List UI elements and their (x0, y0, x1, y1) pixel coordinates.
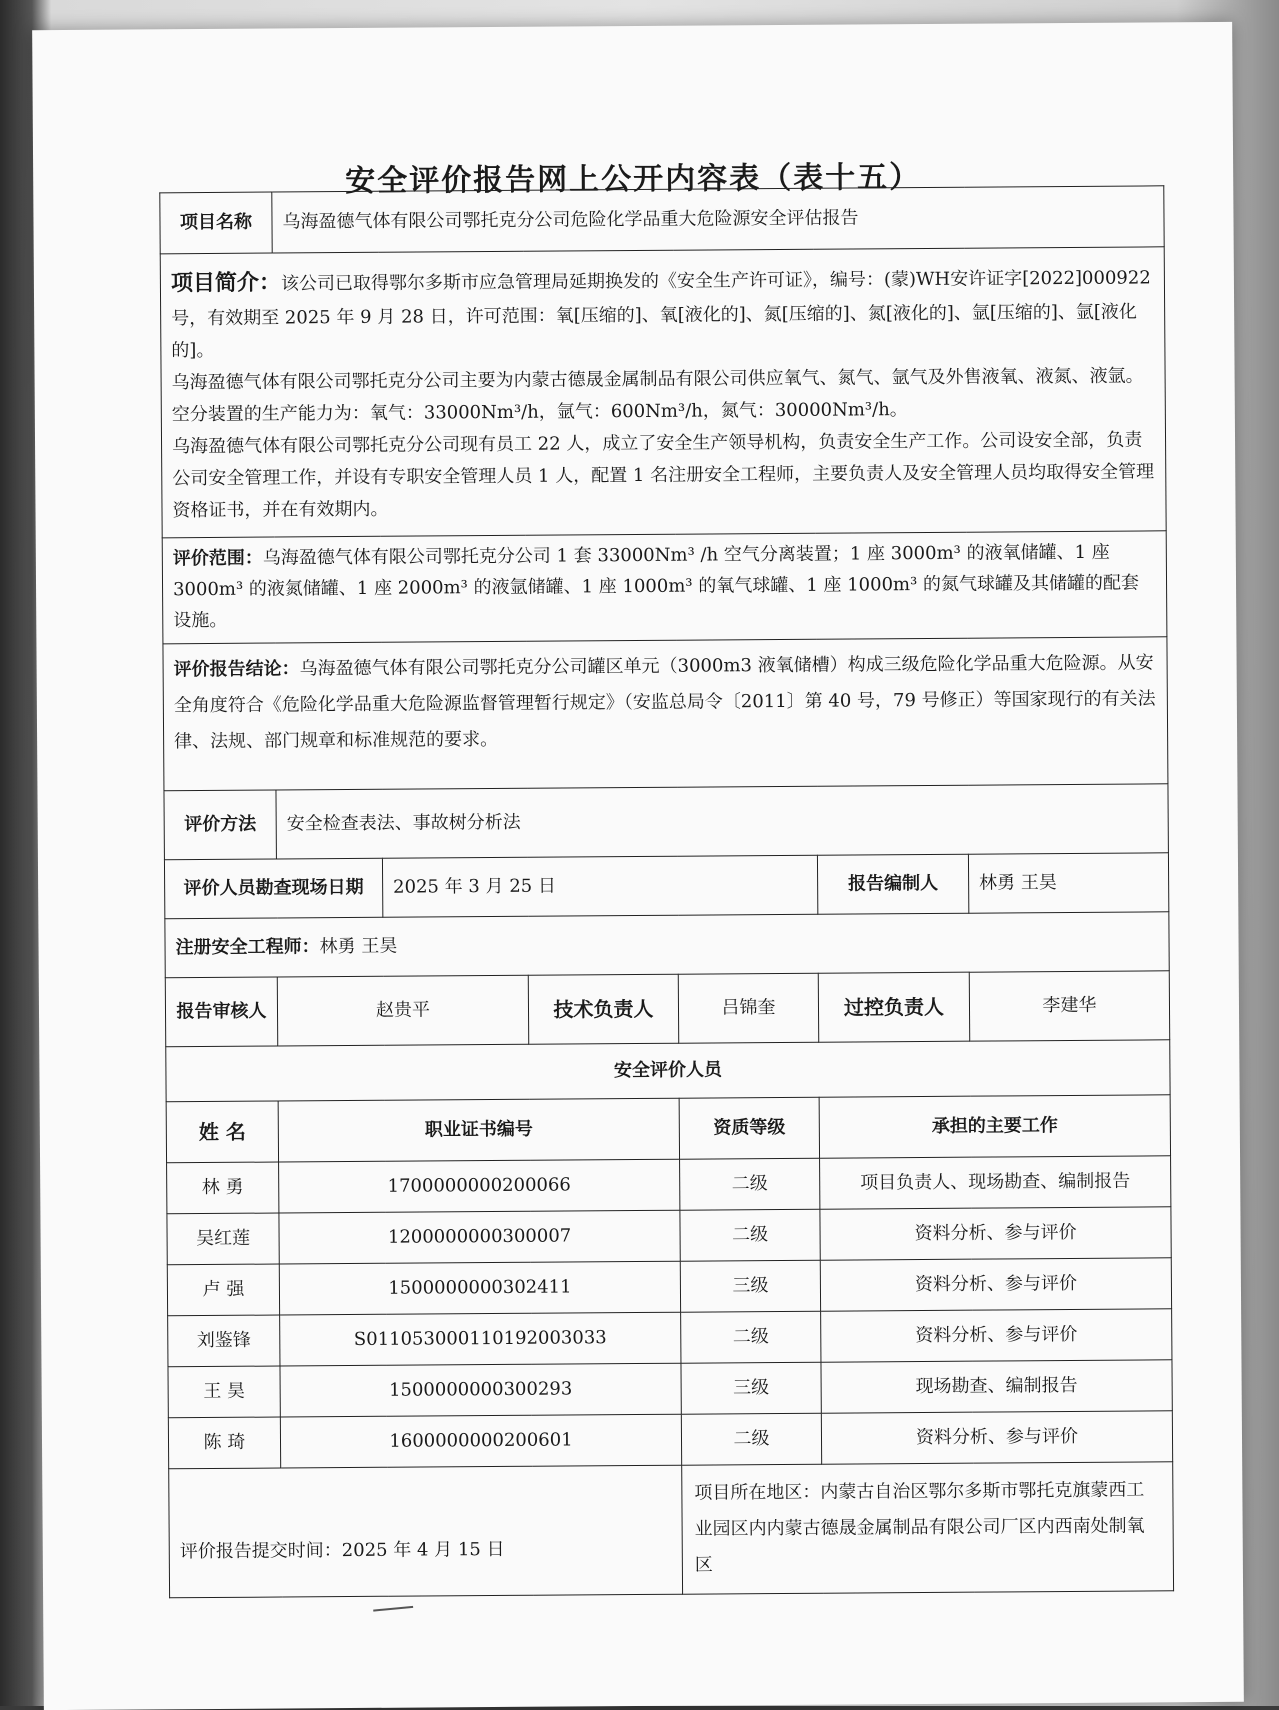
pen-mark (373, 1606, 413, 1612)
document-title: 安全评价报告网上公开内容表（表十五） (345, 160, 922, 200)
conclusion-row (163, 637, 1168, 791)
intro-paragraph-2: 乌海盈德气体有限公司鄂托克分公司主要为内蒙古德晟金属制品有限公司供应氧气、氮气、氩气及外售液氧、液氮、液氩。空分装置的生产能力为：氧气：33000Nm³/h，氩气：600Nm³/h，氮气：30000Nm³/h。 (171, 365, 1144, 426)
intro-label: 项目简介： (170, 270, 282, 297)
staff-name: 王 昊 (168, 1366, 280, 1418)
project-name-row (160, 186, 1164, 254)
engineer-value: 林勇 王昊 (319, 936, 398, 958)
project-name-label: 项目名称 (160, 192, 272, 254)
staff-title-row (166, 1040, 1170, 1102)
document-page (32, 22, 1244, 1710)
staff-level: 二级 (680, 1209, 820, 1261)
header-cert: 职业证书编号 (278, 1098, 679, 1162)
table-row (168, 1411, 1172, 1469)
staff-cert: S011053000110192003033 (280, 1312, 681, 1366)
staff-level: 二级 (681, 1413, 821, 1465)
staff-work: 资料分析、参与评价 (821, 1309, 1172, 1362)
tech-lead-value: 吕锦奎 (678, 973, 818, 1043)
report-author-value: 林勇 王昊 (968, 853, 1168, 913)
reviewers-row (165, 971, 1169, 1047)
survey-date-value: 2025 年 3 月 25 日 (382, 855, 817, 917)
staff-name: 吴红莲 (167, 1213, 279, 1265)
reviewer-label: 报告审核人 (165, 977, 277, 1047)
scope-value: 乌海盈德气体有限公司鄂托克分公司 1 套 33000Nm³ /h 空气分离装置；1 座 3000m³ 的液氧储罐、1 座 3000m³ 的液氮储罐、1 座 2000m³ 的液氩储罐、1 座 1000m³ 的氧气球罐、1 座 1000m³ 的氮气球罐及其储罐的配套设施。 (172, 542, 1140, 632)
submit-date: 评价报告提交时间：2025 年 4 月 15 日 (169, 1465, 683, 1598)
table-row (167, 1258, 1171, 1316)
staff-work: 资料分析、参与评价 (820, 1258, 1171, 1311)
staff-name: 卢 强 (167, 1264, 279, 1316)
table-row (168, 1309, 1172, 1367)
scope-row (162, 531, 1167, 644)
conclusion-cell (163, 637, 1168, 791)
project-name-value: 乌海盈德气体有限公司鄂托克分公司危险化学品重大危险源安全评估报告 (272, 186, 1164, 253)
engineer-cell (165, 912, 1169, 978)
conclusion-label: 评价报告结论： (173, 658, 300, 681)
scope-cell (162, 531, 1167, 644)
intro-paragraph-1: 该公司已取得鄂尔多斯市应急管理局延期换发的《安全生产许可证》，编号：(蒙)WH安许证字[2022]000922 号，有效期至 2025 年 9 月 28 日，许可范围：氧[压缩的]、氧[液化的]、氮[压缩的]、氮[液化的]、氩[压缩的]、氩[液化的]。 (171, 267, 1151, 362)
header-work: 承担的主要工作 (819, 1095, 1170, 1158)
staff-name: 林 勇 (167, 1162, 279, 1214)
header-level: 资质等级 (679, 1097, 819, 1159)
survey-date-label: 评价人员勘查现场日期 (164, 859, 382, 920)
disclosure-table (159, 185, 1174, 1598)
staff-level: 二级 (681, 1311, 821, 1363)
staff-work: 资料分析、参与评价 (821, 1411, 1172, 1464)
staff-cert: 1600000000200601 (280, 1414, 681, 1468)
intro-paragraph-3: 乌海盈德气体有限公司鄂托克分公司现有员工 22 人，成立了安全生产领导机构，负责安全生产工作。公司设安全部，负责公司安全管理工作，并设有专职安全管理人员 1 人，配置 1 名注册安全工程师，主要负责人及安全管理人员均取得安全管理资格证书，并在有效期内。 (171, 429, 1155, 522)
survey-row (164, 853, 1168, 919)
engineer-row (165, 912, 1169, 978)
staff-cert: 1700000000200066 (279, 1159, 680, 1213)
staff-level: 三级 (681, 1362, 821, 1414)
report-author-label: 报告编制人 (817, 854, 968, 914)
method-value: 安全检查表法、事故树分析法 (276, 784, 1168, 859)
header-name: 姓 名 (166, 1101, 278, 1163)
staff-name: 刘鉴锋 (168, 1315, 280, 1367)
staff-work: 现场勘查、编制报告 (821, 1360, 1172, 1413)
table-row (168, 1360, 1172, 1418)
conclusion-value: 乌海盈德气体有限公司鄂托克分公司罐区单元（3000m3 液氧储槽）构成三级危险化学品重大危险源。从安全角度符合《危险化学品重大危险源监督管理暂行规定》（安监总局令〔2011〕第 40 号，79 号修正）等国家现行的有关法律、法规、部门规章和标准规范的要求。 (173, 652, 1156, 753)
engineer-label: 注册安全工程师： (175, 936, 320, 959)
table-row (167, 1207, 1171, 1265)
intro-row (160, 247, 1166, 538)
table-row (167, 1156, 1171, 1214)
staff-work: 项目负责人、现场勘查、编制报告 (820, 1156, 1171, 1209)
staff-header-row (166, 1095, 1170, 1163)
staff-work: 资料分析、参与评价 (820, 1207, 1171, 1260)
method-label: 评价方法 (164, 790, 276, 860)
project-location: 项目所在地区：内蒙古自治区鄂尔多斯市鄂托克旗蒙西工业园区内内蒙古德晟金属制品有限公司厂区内西南处制氧区 (682, 1462, 1174, 1594)
staff-cert: 1500000000302411 (279, 1261, 680, 1315)
scope-label: 评价范围： (172, 547, 263, 570)
tech-lead-label: 技术负责人 (528, 974, 678, 1044)
footer-row (169, 1462, 1174, 1598)
staff-name: 陈 琦 (168, 1417, 280, 1469)
intro-cell (160, 247, 1166, 538)
process-control-value: 李建华 (969, 971, 1169, 1041)
staff-cert: 1500000000300293 (280, 1363, 681, 1417)
method-row (164, 784, 1168, 860)
staff-level: 三级 (680, 1260, 820, 1312)
staff-title: 安全评价人员 (166, 1040, 1170, 1102)
process-control-label: 过控负责人 (818, 972, 969, 1042)
staff-level: 二级 (680, 1158, 820, 1210)
reviewer-value: 赵贵平 (277, 976, 528, 1047)
staff-cert: 1200000000300007 (279, 1210, 680, 1264)
